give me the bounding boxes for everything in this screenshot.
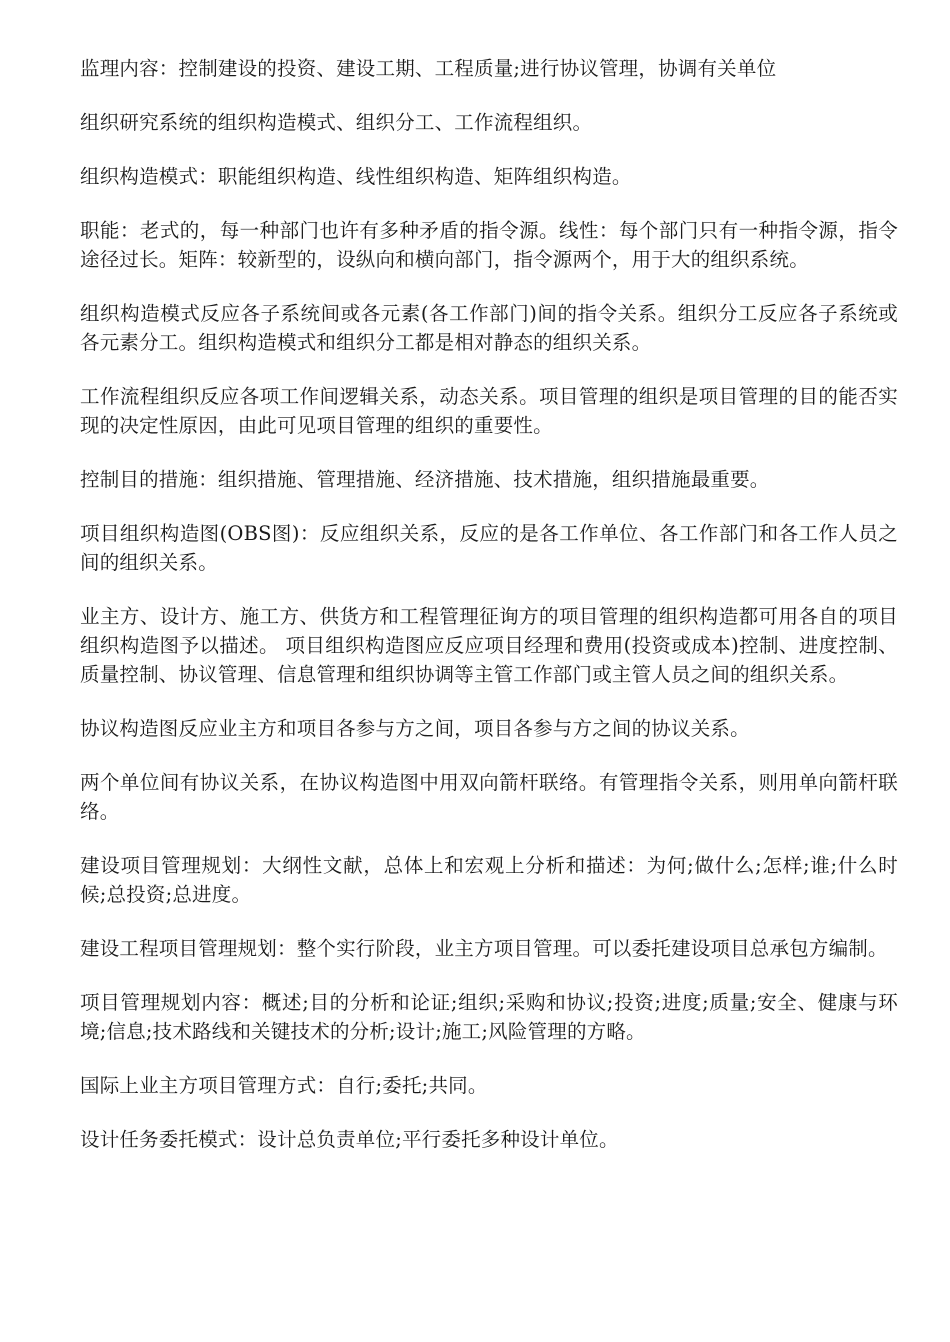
paragraph-arrow-links: 两个单位间有协议关系，在协议构造图中用双向箭杆联络。有管理指令关系，则用单向箭杆联络。 [80,771,898,823]
paragraph-supervision-content: 监理内容：控制建设的投资、建设工期、工程质量;进行协议管理，协调有关单位 [80,57,777,80]
paragraph-parties-structure: 业主方、设计方、施工方、供货方和工程管理征询方的项目管理的组织构造都可用各自的项目组织构造图予以描述。 项目组织构造图应反应项目经理和费用(投资或成本)控制、进度控制、质量控制、协议管理、信息管理和组织协调等主管工作部门或主管人员之间的组织关系。 [80,605,898,686]
paragraph-obs-chart: 项目组织构造图(OBS图)：反应组织关系，反应的是各工作单位、各工作部门和各工作人员之间的组织关系。 [80,522,898,574]
paragraph-organization-study: 组织研究系统的组织构造模式、组织分工、工作流程组织。 [80,111,593,134]
paragraph-owner-management-modes: 国际上业主方项目管理方式：自行;委托;共同。 [80,1074,488,1097]
paragraph-design-commission-modes: 设计任务委托模式：设计总负责单位;平行委托多种设计单位。 [80,1128,619,1151]
paragraph-engineering-planning: 建设工程项目管理规划：整个实行阶段，业主方项目管理。可以委托建设项目总承包方编制。 [80,937,888,960]
paragraph-structure-modes: 组织构造模式：职能组织构造、线性组织构造、矩阵组织构造。 [80,165,632,188]
paragraph-functional-linear-matrix: 职能：老式的，每一种部门也许有多种矛盾的指令源。线性：每个部门只有一种指令源，指令途径过长。矩阵：较新型的，设纵向和横向部门，指令源两个，用于大的组织系统。 [80,219,898,271]
paragraph-project-planning: 建设项目管理规划：大纲性文献，总体上和宏观上分析和描述：为何;做什么;怎样;谁;什么时候;总投资;总进度。 [80,854,898,906]
paragraph-control-measures: 控制目的措施：组织措施、管理措施、经济措施、技术措施，组织措施最重要。 [80,468,770,491]
document-body [80,54,898,1179]
paragraph-contract-structure: 协议构造图反应业主方和项目各参与方之间，项目各参与方之间的协议关系。 [80,717,750,740]
paragraph-command-relations: 组织构造模式反应各子系统间或各元素(各工作部门)间的指令关系。组织分工反应各子系统或各元素分工。组织构造模式和组织分工都是相对静态的组织关系。 [80,302,898,354]
paragraph-planning-content: 项目管理规划内容：概述;目的分析和论证;组织;采购和协议;投资;进度;质量;安全、健康与环境;信息;技术路线和关键技术的分析;设计;施工;风险管理的方略。 [80,991,898,1043]
paragraph-workflow-organization: 工作流程组织反应各项工作间逻辑关系，动态关系。项目管理的组织是项目管理的目的能否实现的决定性原因，由此可见项目管理的组织的重要性。 [80,385,898,437]
